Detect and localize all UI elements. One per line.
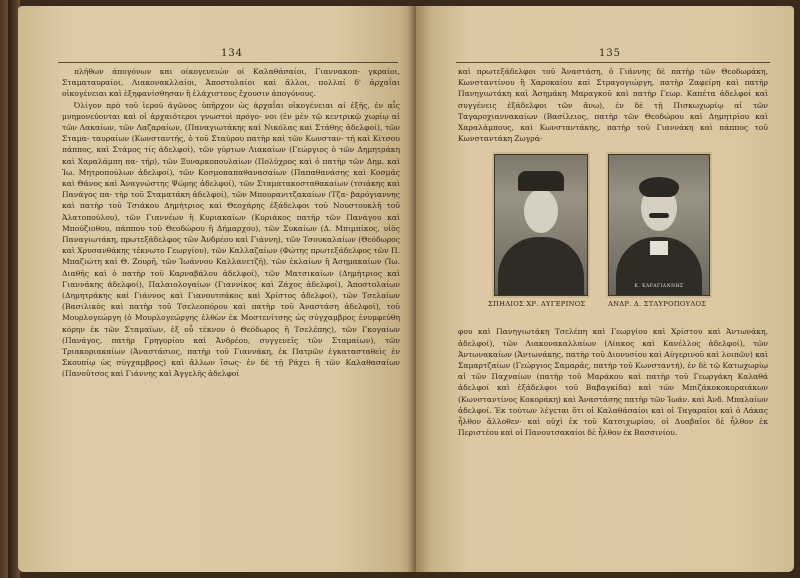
portrait-photos <box>458 154 768 322</box>
paragraph: Ὀλίγον πρὸ τοῦ ἱεροῦ ἀγῶνος ὑπῆρχον ὡς ἀρχαΐαι οἰκογένειαι αἱ ἑξῆς, ἐν αἷς μνημονεύονται καὶ οἱ ἀρχαιότεροι γνωστοὶ πρόγο- νοι (ἐν μὲν τῷ κεντρικῷ χωρίῳ αἱ τῶν Λακαίων, τῶν Λαζαραίων, (Παναγιωτάκης καὶ Νικόλας καὶ Στάθης ἀδελφοί), τῶν Σταμα- ταυραίων (Κωνσταντής, ὁ τοῦ Σταύρου πατὴρ καὶ τῶν Κωνσταν- τή καὶ Κίτσου πάππος, καὶ Στάμος τίς ἀδελφοί), τῶν γύρτων Λιακαίων (Γεώργιος ὁ τῶν Δημητράκη καὶ Χαραλάμπη πα- τήρ), τῶν Ξυναρκοπουλαίων (Πολύχρος καὶ ὁ πατὴρ τῶν Δημ. καὶ Ἰω. Μητροπούλων ἀδελφοί), τῶν Κοσμοπαπαθανασαίων (Παπαθανάσης καὶ Κοσμάς καὶ Θάνος καὶ Ἀναγνώστης Ψώρης ἀδελφοί), τῶν Σταματακοσταθακαίων (τσιάκης καὶ Πανάγος πα- τὴρ τοῦ Σταματάκη ἀδελφοί), τῶν Μπουρανιτζακαίων (Τζα- βαρόγιαννης καὶ πατὴρ τοῦ Τσιάκου Δημήτριος καὶ Θεοχάρης ἐξάδελφοι τοῦ Νουστουκλῆ τοῦ Ἀλατοπούλου), τῶν Γιαννέων ἢ Κυριακαίων (Κυριάκος πατὴρ τῶν Πανάγου καὶ Μπούζιοθου, πάππου τοῦ Θεοδώρου ἢ Δήμαρχου), τῶν Συκαίων (Δ. Μπιμπίκος, υἱὸς Παναγιωτάκη, πρωτεξάδελφος τῶν Ἀνδρέου καὶ Γιάννη), τῶν Τσουκαλαίων (Θεόδωρος καὶ Χρυσανθάκης τέκνωτο Γεωργίου), τῶν Καλλαζαίων (Φώτης πρωτεξάδελφος τῶν Π. Μπαζιώτη καὶ Θ. Ζουρῆ, τῶν Ἰωάννου Καλλανετζῆ), τῶν ἐκλαίων ἢ Ἀσημακαίων (Ἰω. Διαθῆς καὶ ὁ πατὴρ τοῦ Καρναβάλου ἀδελφοί), τῶν Ματσικαίων (Δημήτριος καὶ Γιαννάκης ἀδελφοί), Παλαιολογαίων (Γιαννίκος καὶ Ζάχος ἀδελφοί), Ἀποστολαίων (Δημητράκης καὶ Γιάννος καὶ Γιανουτσάκος καὶ Χρίστος ἀδελφοί), τῶν Τσελαίων (Βασιλικὸς καὶ πατὴρ τοῦ Τσελεοπόρου καὶ πατὴρ τοῦ Ἀναστάση ἀδελφοί), τοῦ Μουρλογεώργη (ὁ Μουρλογεώργης ἐλθὼν ἐκ Μοστενίτσης ὡς σύγχαμβρος ἐνυμφεύθη κόρην ἐκ τῶν Σταμαίων, ἐξ οὗ τέκνον ὁ Θεόδωρος ἢ Τσελέπης), τῶν Γκογαίων (Πανάγος, πατὴρ Γρηγορίου καὶ Ἀνδρέου, συγγενεῖς τῶν Σταμαίων), τῶν Τριακοριακαίων (Ἀναστάσιος, πατὴρ τοῦ Γιαννάκη, ἐκ Πατρῶν ἐγκατασταθεὶς ἐν Σκουπίῳ ὡς σύγχαμβρος) καὶ ἄλλων ἴσως· ἐν δὲ τῇ Ράχει ἢ τῶν Καλαθασαίων (Πανοῦτσος καὶ Γιάννης καὶ Ἀγγελῆς ἀδελφοί <box>62 100 400 379</box>
portrait-mustache <box>649 213 669 218</box>
left-header-rule <box>58 62 398 63</box>
right-page-text-bottom <box>458 326 768 438</box>
left-page-text <box>62 66 400 380</box>
photographer-label: Κ. ΚΑΡΑΓΙΑΝΝΗΣ <box>634 284 684 290</box>
portrait-body <box>498 237 584 296</box>
right-page-number: 135 <box>598 48 622 59</box>
right-header-rule <box>456 62 770 63</box>
right-page-text-top <box>458 66 768 144</box>
photo-caption: ΣΠΗΛΙΟΣ ΧΡ. ΑΥΓΕΡΙΝΟΣ <box>488 300 586 309</box>
portrait-hair <box>639 177 679 197</box>
paragraph: καὶ πρωτεξάδελφοι τοῦ Ἀναστάση, ὁ Γιάννης δὲ πατὴρ τῶν Θεοδωράκη, Κωνσταντίνου ἢ Χαροκαίου καὶ Στραγογιώργη, πατὴρ Ζαφείρη καὶ πατὴρ Πανηγιωτάκη καὶ Ἀσημάκη Μαραγκοῦ καὶ πατὴρ Γεωρ. Καπέτα ἀδελφοί καὶ συγγένεις ἐξάδελφοι τῶν ἄνω), ἐν δὲ τῇ Πισκωχωρίῳ αἱ τῶν Ταγαροχιαννακαίων (Βασίλειος, πατὴρ τῶν Θεοδώρου καὶ Δημητρίου καὶ Χαραλάμπους, καὶ Κωνσταντάκης, πατὴρ τοῦ Γιαννάκη καὶ πάππος τοῦ Κωνσταντάκη Ζωγρά- <box>458 67 768 144</box>
shirt-collar <box>650 241 668 255</box>
military-cap <box>518 171 564 191</box>
portrait-photo-stavropoulos <box>608 154 710 296</box>
left-page <box>18 6 416 572</box>
right-page <box>416 6 794 572</box>
left-page-number: 134 <box>220 48 244 59</box>
paragraph: πλήθων άπογόνων και οίκογενειών οί Καλαθάσαίοι, Γιαννακοπ- γκραίοι, Σταματαυραίοι, Λιακονακλλαίοι, Ἀποστολαίοι καὶ ἄλλοι, πολλαί δ' ἀρχαΐαι οἰκογένειαι καὶ ἐξηφανίσθησαν ἢ ἐλάχιστους ἔχουσιν ἀπογόνους. <box>62 67 400 99</box>
photo-caption: ΑΝΔΡ. Δ. ΣΤΑΥΡΟΠΟΥΛΟΣ <box>608 300 707 309</box>
paragraph: φου καὶ Πανηγιωτάκη Τσελέπη καὶ Γεωργίου καὶ Χρίστου καὶ Ἀντωνάκη, ἀδελφοί), τῶν Λιακονακαλλαίων (Λίακος καὶ Κανέλλος ἀδελφοί), τῶν Ἀντωνακαίων (Ἀντωνάκης, πατὴρ τοῦ Διονυσίου καὶ Αὐγερινοῦ καὶ λοιπῶν) καὶ Σαμαρτζαίων (Γεώργιος Σαμαρᾶς, πατὴρ τοῦ Κωνσταντή), ἐν δὲ τῷ Κατωχωρίῳ αἱ τῶν Παχναίων (πατὴρ τοῦ Μαράκου καὶ πατὴρ τοῦ Γεωργάκη Καλαθά ἀδελφοί καὶ ἐξάδελφοι τοῦ Βαβαγκίδα) καὶ τῶν Μπιζάκοκοκοραιάκων (Κωνσταντίνος Κοκοράκη) καὶ Ἀναστάσης πατὴρ τῶν Ἰωάν. καὶ Ἀνδ. Μπαλαίων ἀδελφοί. Ἐκ τούτων λέγεται ὅτι οἱ Καλαθάσαίοι καὶ οἱ Ταγαραίοι καὶ ὁ Λάκας ἦλθον ἄλλοθεν· καὶ οὐχὶ ἐκ τοῦ Κατσιχωρίου, οἱ Δυαβαῖοι δὲ ἦλθον ἐκ Περιστέου καὶ οἱ Πανουτσακαίοι δὲ ἦλθον ἐκ Βασσινίου. <box>458 327 768 438</box>
portrait-face <box>524 189 558 233</box>
portrait-photo-avgerinos <box>494 154 588 296</box>
